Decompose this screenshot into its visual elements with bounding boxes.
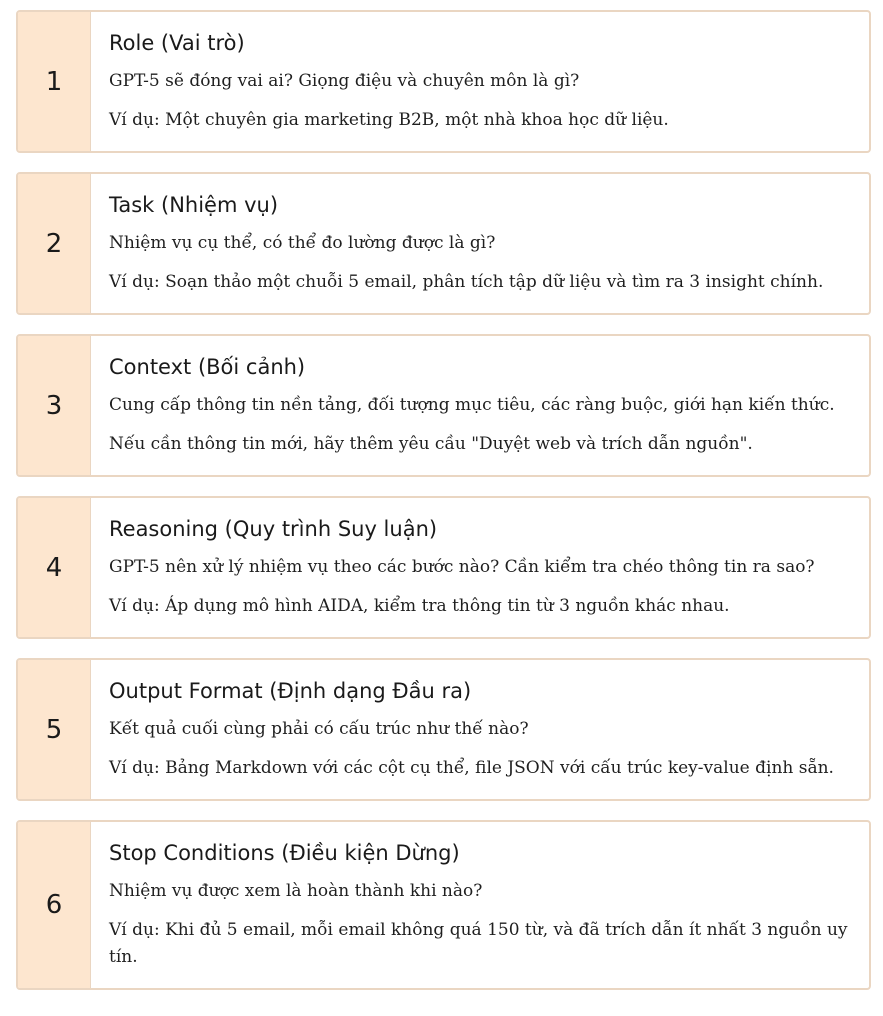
step-content [91,660,869,799]
step-card-role [16,10,871,153]
step-number: 3 [18,336,91,475]
step-number: 1 [18,12,91,151]
step-card-context [16,334,871,477]
step-title: Role (Vai trò) [109,31,245,55]
step-content [91,498,869,637]
step-example: Ví dụ: Bảng Markdown với các cột cụ thể, file JSON với cấu trúc key-value định sẵn. [109,758,834,778]
step-example: Ví dụ: Khi đủ 5 email, mỗi email không quá 150 từ, và đã trích dẫn ít nhất 3 nguồn uy tín. [109,920,848,967]
step-question: Kết quả cuối cùng phải có cấu trúc như thế nào? [109,719,529,739]
step-example: Ví dụ: Một chuyên gia marketing B2B, một nhà khoa học dữ liệu. [109,110,669,130]
step-question: Nhiệm vụ được xem là hoàn thành khi nào? [109,881,483,901]
step-question: Cung cấp thông tin nền tảng, đối tượng mục tiêu, các ràng buộc, giới hạn kiến thức. [109,395,835,415]
step-list [16,10,871,1009]
step-content [91,822,869,988]
step-card-task [16,172,871,315]
step-question: GPT-5 nên xử lý nhiệm vụ theo các bước nào? Cần kiểm tra chéo thông tin ra sao? [109,557,815,577]
step-question: GPT-5 sẽ đóng vai ai? Giọng điệu và chuyên môn là gì? [109,71,580,91]
step-question: Nhiệm vụ cụ thể, có thể đo lường được là gì? [109,233,496,253]
step-title: Task (Nhiệm vụ) [109,193,279,217]
step-example: Ví dụ: Áp dụng mô hình AIDA, kiểm tra thông tin từ 3 nguồn khác nhau. [109,596,730,616]
step-number: 2 [18,174,91,313]
step-title: Stop Conditions (Điều kiện Dừng) [109,841,460,865]
step-card-reasoning [16,496,871,639]
step-example: Nếu cần thông tin mới, hãy thêm yêu cầu "Duyệt web và trích dẫn nguồn". [109,434,753,454]
step-title: Reasoning (Quy trình Suy luận) [109,517,438,541]
step-number: 5 [18,660,91,799]
step-card-output-format [16,658,871,801]
step-example: Ví dụ: Soạn thảo một chuỗi 5 email, phân tích tập dữ liệu và tìm ra 3 insight chính. [109,272,824,292]
step-number: 6 [18,822,91,988]
step-number: 4 [18,498,91,637]
step-card-stop-conditions [16,820,871,990]
step-content [91,12,869,151]
step-content [91,336,869,475]
step-content [91,174,869,313]
step-title: Context (Bối cảnh) [109,355,306,379]
step-title: Output Format (Định dạng Đầu ra) [109,679,472,703]
